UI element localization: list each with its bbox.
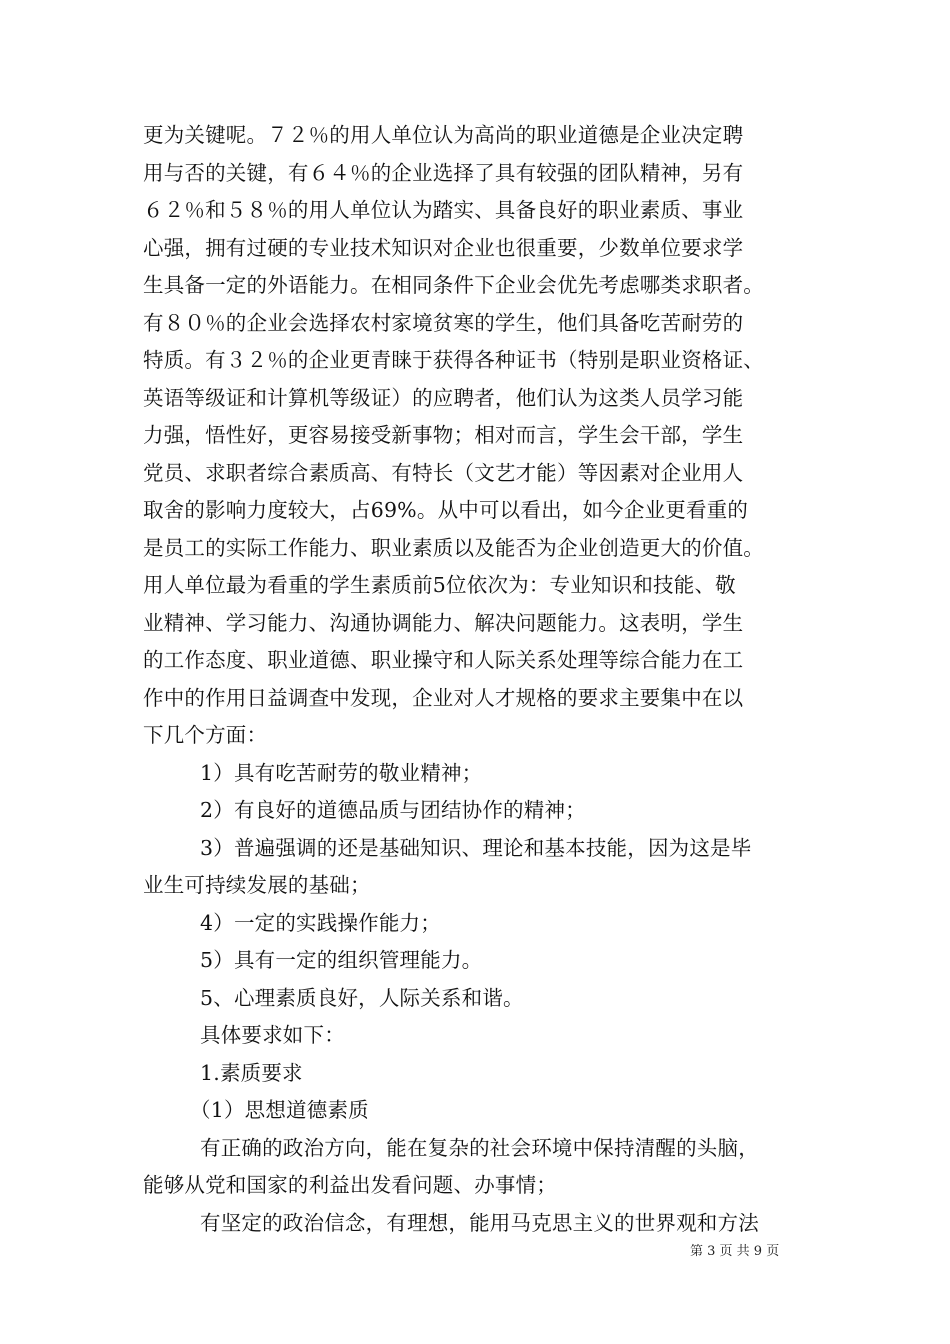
text-line: 生具备一定的外语能力。在相同条件下企业会优先考虑哪类求职者。 bbox=[143, 273, 764, 297]
list-item: 4）一定的实践操作能力； bbox=[200, 910, 441, 935]
text-line: 用人单位最为看重的学生素质前5位依次为：专业知识和技能、敬 bbox=[143, 573, 736, 597]
text-line: 的工作态度、职业道德、职业操守和人际关系处理等综合能力在工 bbox=[143, 648, 744, 672]
text-line: 特质。有３２％的企业更青睐于获得各种证书（特别是职业资格证、 bbox=[143, 348, 764, 372]
list-item: 3）普遍强调的还是基础知识、理论和基本技能，因为这是毕 bbox=[200, 835, 752, 860]
text-line: 英语等级证和计算机等级证）的应聘者，他们认为这类人员学习能 bbox=[143, 385, 744, 410]
subsection-heading: （1）思想道德素质 bbox=[190, 1098, 369, 1122]
text-line: 能够从党和国家的利益出发看问题、办事情； bbox=[143, 1173, 557, 1197]
text-line: 用与否的关键，有６４％的企业选择了具有较强的团队精神，另有 bbox=[143, 160, 744, 185]
text-line: 是员工的实际工作能力、职业素质以及能否为企业创造更大的价值。 bbox=[143, 535, 764, 560]
document-body bbox=[143, 117, 813, 1242]
text-line: 作中的作用日益调查中发现，企业对人才规格的要求主要集中在以 bbox=[143, 685, 744, 710]
text-line: 业生可持续发展的基础； bbox=[143, 873, 371, 897]
text-line: ６２％和５８％的用人单位认为踏实、具备良好的职业素质、事业 bbox=[143, 198, 744, 222]
text-line: 党员、求职者综合素质高、有特长（文艺才能）等因素对企业用人 bbox=[143, 460, 744, 485]
list-item: 1）具有吃苦耐劳的敬业精神； bbox=[200, 760, 483, 785]
text-line: 下几个方面： bbox=[143, 723, 268, 747]
page-number: 第 3 页 共 9 页 bbox=[690, 1244, 780, 1259]
text-line: 取舍的影响力度较大，占69%。从中可以看出，如今企业更看重的 bbox=[143, 498, 749, 522]
text-line: 有正确的政治方向，能在复杂的社会环境中保持清醒的头脑， bbox=[200, 1135, 759, 1160]
section-heading: 1.素质要求 bbox=[200, 1060, 303, 1085]
text-line: 具体要求如下： bbox=[200, 1023, 345, 1047]
list-item: 2）有良好的道德品质与团结协作的精神； bbox=[200, 798, 586, 822]
text-line: 更为关键呢。７２％的用人单位认为高尚的职业道德是企业决定聘 bbox=[143, 123, 744, 147]
text-line: 业精神、学习能力、沟通协调能力、解决问题能力。这表明，学生 bbox=[143, 610, 744, 635]
list-item: 5）具有一定的组织管理能力。 bbox=[200, 948, 483, 972]
list-item: 5、心理素质良好，人际关系和谐。 bbox=[200, 985, 524, 1010]
text-line: 力强，悟性好，更容易接受新事物；相对而言，学生会干部，学生 bbox=[143, 423, 744, 447]
text-line: 心强，拥有过硬的专业技术知识对企业也很重要，少数单位要求学 bbox=[143, 235, 744, 260]
text-line: 有８０％的企业会选择农村家境贫寒的学生，他们具备吃苦耐劳的 bbox=[143, 310, 744, 335]
text-line: 有坚定的政治信念，有理想，能用马克思主义的世界观和方法 bbox=[200, 1210, 759, 1235]
